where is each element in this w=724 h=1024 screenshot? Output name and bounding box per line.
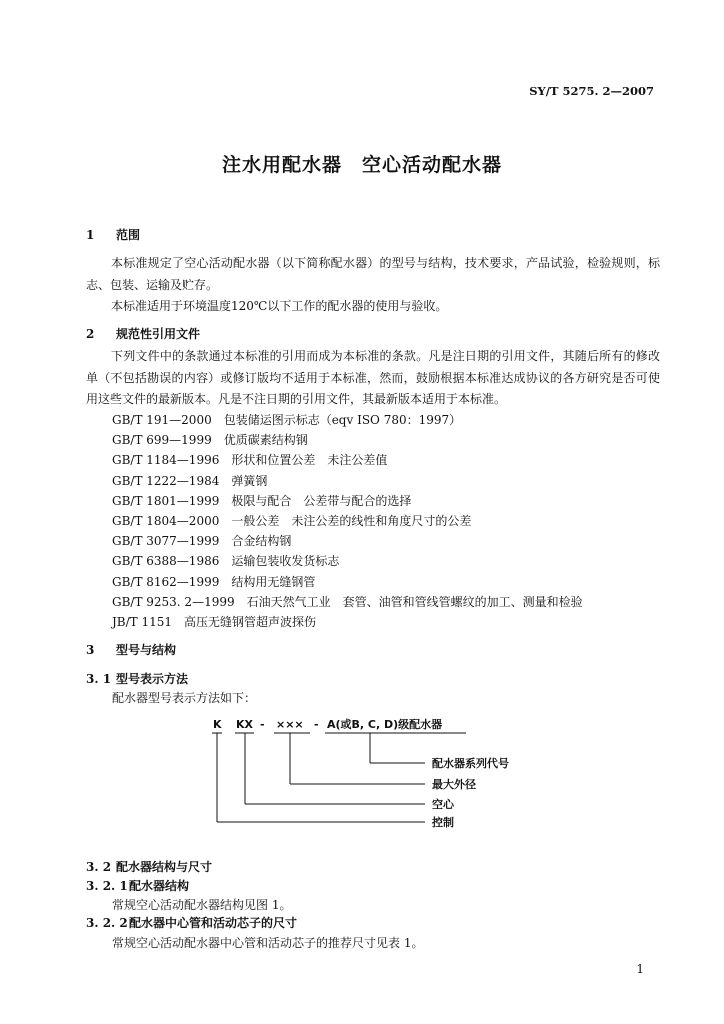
reference-item: JB/T 1151 高压无缝钢管超声波探伤: [112, 614, 317, 629]
reference-item: GB/T 1184—1996 形状和位置公差 未注公差值: [112, 453, 388, 468]
subsection-number: 3. 1: [86, 672, 112, 686]
page-number: 1: [636, 962, 644, 976]
section-2-paragraph: 下列文件中的条款通过本标准的引用而成为本标准的条款。凡是注日期的引用文件，其随后所有的修改单（不包括勘误的内容）或修订版均不适用于本标准，然而，鼓励根据本标准达成协议的各方研究是否可使用这些文件的最新版本。凡是不注日期的引用文件，其最新版本适用于本标准。: [86, 349, 660, 406]
label-series-code: 配水器系列代号: [432, 757, 509, 770]
section-2-heading: [86, 325, 200, 342]
label-control: 控制: [432, 816, 454, 829]
section-number: 3: [86, 643, 95, 657]
subsection-3-2-1-heading: [86, 877, 189, 894]
reference-item: GB/T 8162—1999 结构用无缝钢管: [112, 574, 316, 589]
code-kx: KX: [236, 718, 254, 731]
code-k: K: [213, 718, 222, 731]
normative-references-list: [112, 411, 583, 633]
subsection-3-1-heading: [86, 670, 188, 687]
model-intro-text: 配水器型号表示方法如下：: [112, 691, 257, 705]
reference-item: GB/T 1801—1999 极限与配合 公差带与配合的选择: [112, 493, 412, 508]
subsection-title: 配水器中心管和活动芯子的尺寸: [129, 916, 298, 930]
document-code: SY/T 5275. 2—2007: [529, 84, 654, 98]
document-title: 注水用配水器 空心活动配水器: [221, 154, 502, 176]
code-grade: A(或B, C, D)级配水器: [327, 718, 443, 731]
label-max-od: 最大外径: [432, 778, 476, 791]
section-3-heading: [86, 641, 176, 658]
label-hollow: 空心: [432, 798, 454, 811]
section-1-heading: [86, 226, 140, 243]
reference-item: GB/T 1222—1984 弹簧钢: [112, 473, 268, 488]
section-title: 规范性引用文件: [116, 327, 201, 341]
section-number: 1: [86, 228, 95, 242]
model-designation-diagram: [210, 715, 530, 839]
subsection-number: 3. 2. 2: [86, 916, 128, 930]
reference-item: GB/T 191—2000 包装储运图示标志（eqv ISO 780：1997）: [112, 413, 462, 427]
structure-text: 常规空心活动配水器结构见图 1。: [112, 898, 292, 912]
reference-item: GB/T 9253. 2—1999 石油天然气工业 套管、油管和管线管螺纹的加工、测量和检验: [112, 594, 583, 609]
section-number: 2: [86, 327, 95, 341]
reference-item: GB/T 3077—1999 合金结构钢: [112, 534, 292, 549]
section-title: 型号与结构: [116, 643, 177, 657]
subsection-number: 3. 2: [86, 860, 112, 874]
reference-item: GB/T 1804—2000 一般公差 未注公差的线性和角度尺寸的公差: [112, 513, 472, 528]
code-dash-1: -: [260, 718, 265, 731]
dimensions-text: 常规空心活动配水器中心管和活动芯子的推荐尺寸见表 1。: [112, 936, 424, 950]
subsection-title: 配水器结构: [129, 879, 190, 893]
subsection-title: 型号表示方法: [116, 672, 189, 686]
code-dash-2: -: [314, 718, 319, 731]
section-1-paragraph-2: 本标准适用于环境温度120℃以下工作的配水器的使用与验收。: [111, 299, 448, 313]
subsection-3-2-heading: [86, 858, 212, 875]
section-1-paragraph-1: 本标准规定了空心活动配水器（以下简称配水器）的型号与结构，技术要求，产品试验，检验规则，标志、包装、运输及贮存。: [86, 256, 660, 292]
section-title: 范围: [116, 228, 141, 242]
subsection-3-2-2-heading: [86, 914, 297, 931]
code-xxx: ×××: [276, 718, 304, 731]
designation-leader-lines: [212, 733, 466, 822]
subsection-title: 配水器结构与尺寸: [116, 860, 213, 874]
reference-item: GB/T 699—1999 优质碳素结构钢: [112, 433, 308, 448]
reference-item: GB/T 6388—1986 运输包装收发货标志: [112, 554, 340, 569]
subsection-number: 3. 2. 1: [86, 879, 128, 893]
